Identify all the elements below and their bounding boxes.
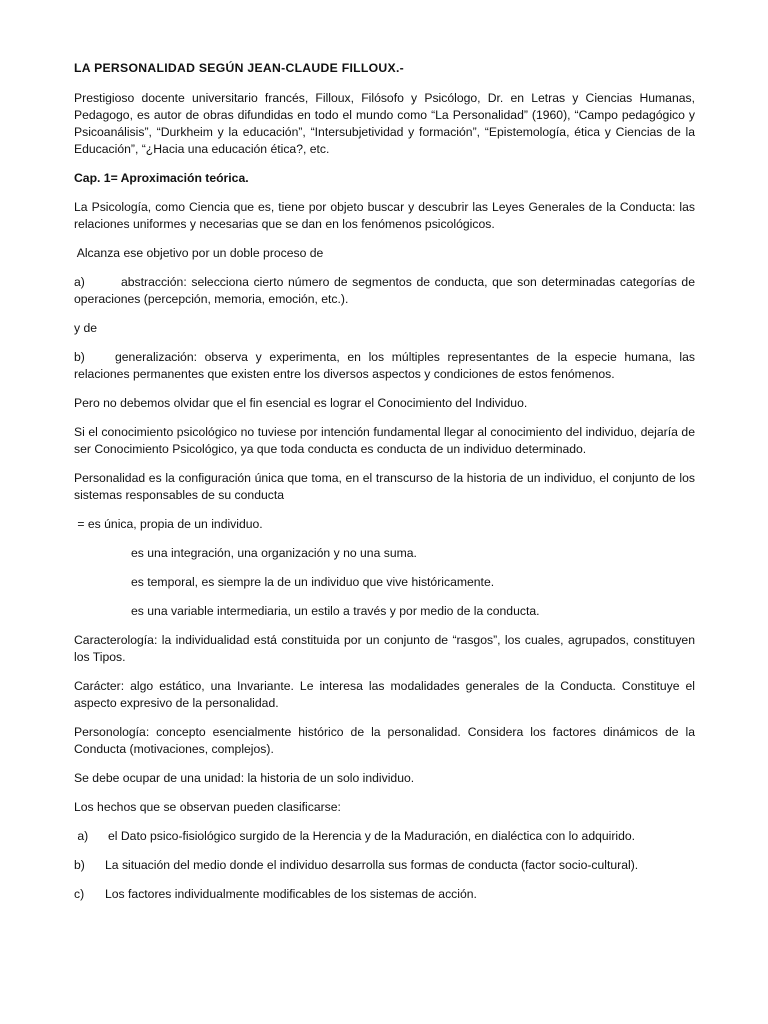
fact-c-letter: c): [74, 887, 85, 901]
pero-paragraph: Pero no debemos olvidar que el fin esencial es lograr el Conocimiento del Individuo.: [74, 396, 528, 410]
fact-a-text: el Dato psico-fisiológico surgido de la Herencia y de la Maduración, en dialéctica con lo adquirido.: [108, 829, 636, 843]
document-page: [74, 60, 695, 915]
psicologia-paragraph: La Psicología, como Ciencia que es, tiene por objeto buscar y descubrir las Leyes Generales de la Conducta: las relaciones uniformes y necesarias que se dan en los fenómenos psicológicos.: [74, 200, 695, 231]
hechos-paragraph: Los hechos que se observan pueden clasificarse:: [74, 800, 341, 814]
fact-b-letter: b): [74, 858, 85, 872]
document-title: LA PERSONALIDAD SEGÚN JEAN-CLAUDE FILLOUX.-: [74, 61, 405, 75]
sub-item-temporal: es temporal, es siempre la de un individuo que vive históricamente.: [131, 575, 495, 589]
item-b: [74, 349, 695, 383]
item-b-text: generalización: observa y experimenta, en los múltiples representantes de la especie humana, las relaciones permanentes que existen entre los diversos aspectos y condiciones de estos fenómenos.: [74, 350, 695, 381]
unica-paragraph: = es única, propia de un individuo.: [74, 517, 263, 531]
fact-a-letter: a): [74, 829, 89, 843]
fact-c: [74, 886, 695, 903]
item-a-letter: a): [74, 275, 85, 289]
caracterologia-paragraph: Caracterología: la individualidad está constituida por un conjunto de “rasgos”, los cuales, agrupados, constituyen los Tipos.: [74, 633, 695, 664]
chapter-heading: Cap. 1= Aproximación teórica.: [74, 171, 249, 185]
y-de-paragraph: y de: [74, 321, 98, 335]
intro-paragraph: Prestigioso docente universitario francés, Filloux, Filósofo y Psicólogo, Dr. en Letras y Ciencias Humanas, Pedagogo, es autor de obras difundidas en todo el mundo como “La Personalidad” (1960), “Campo pedagógico y Psicoanálisis”, “Durkheim y la educación”, “Intersubjetividad y formación”, “Epistemología, ética y Ciencias de la Educación”, “¿Hacia una educación ética?, etc.: [74, 91, 695, 156]
fact-b-text: La situación del medio donde el individuo desarrolla sus formas de conducta (factor socio-cultural).: [105, 858, 639, 872]
sub-item-variable: es una variable intermediaria, un estilo a través y por medio de la conducta.: [131, 604, 540, 618]
personologia-paragraph: Personología: concepto esencialmente histórico de la personalidad. Considera los factores dinámicos de la Conducta (motivaciones, complejos).: [74, 725, 695, 756]
fact-a: [74, 828, 695, 845]
item-a: [74, 274, 695, 308]
fact-c-text: Los factores individualmente modificables de los sistemas de acción.: [105, 887, 477, 901]
alcanza-paragraph: Alcanza ese objetivo por un doble proceso de: [74, 246, 324, 260]
item-a-text: abstracción: selecciona cierto número de segmentos de conducta, que son determinadas categorías de operaciones (percepción, memoria, emoción, etc.).: [74, 275, 695, 306]
caracter-paragraph: Carácter: algo estático, una Invariante. Le interesa las modalidades generales de la Conducta. Constituye el aspecto expresivo de la personalidad.: [74, 679, 695, 710]
sub-item-integracion: es una integración, una organización y no una suma.: [131, 546, 417, 560]
fact-b: [74, 857, 695, 874]
unidad-paragraph: Se debe ocupar de una unidad: la historia de un solo individuo.: [74, 771, 415, 785]
si-paragraph: Si el conocimiento psicológico no tuviese por intención fundamental llegar al conocimiento del individuo, dejaría de ser Conocimiento Psicológico, ya que toda conducta es conducta de un individuo determinado.: [74, 425, 695, 456]
item-b-letter: b): [74, 350, 85, 364]
personalidad-paragraph: Personalidad es la configuración única que toma, en el transcurso de la historia de un individuo, el conjunto de los sistemas responsables de su conducta: [74, 471, 695, 502]
